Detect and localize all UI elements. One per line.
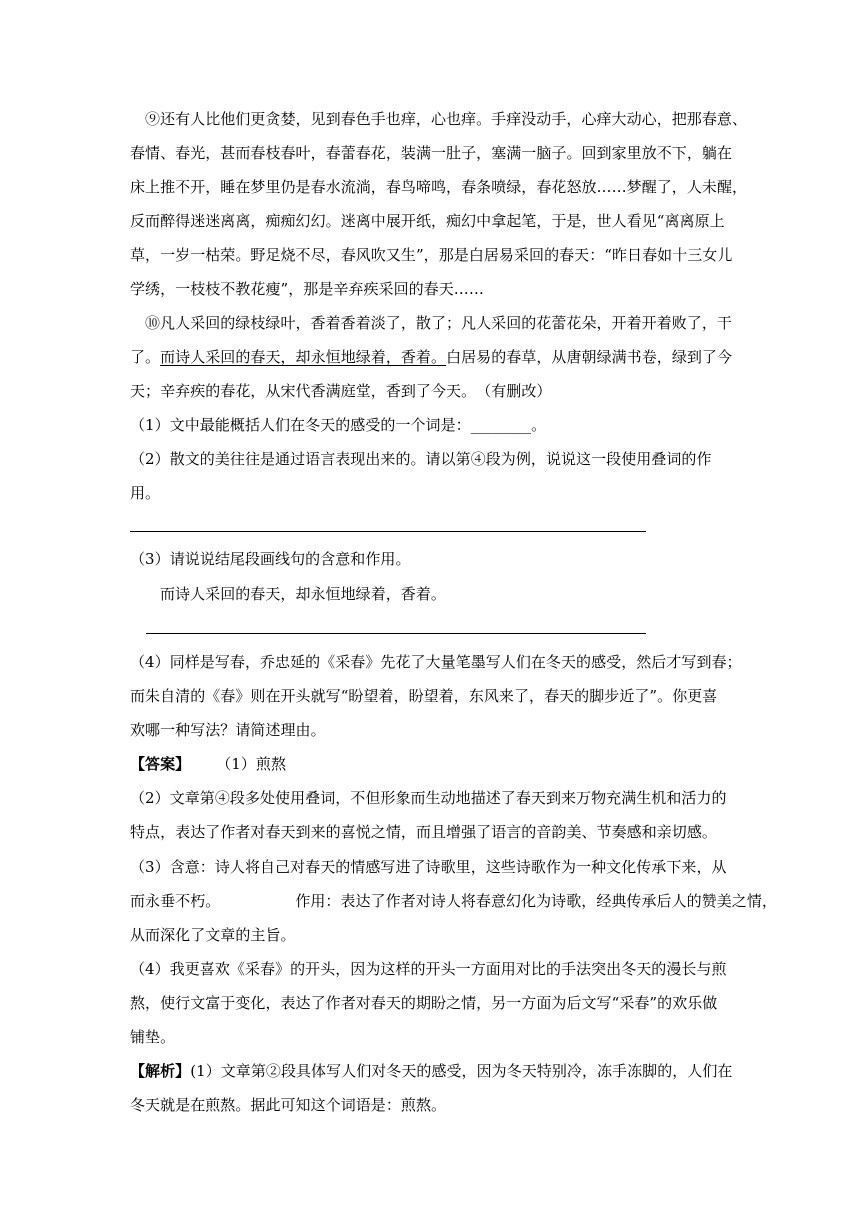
answer-2-line-1: （2）文章第④段多处使用叠词，不但形象而生动地描述了春天到来万物充满生机和活力的 bbox=[130, 789, 727, 807]
question-3: （3）请说说结尾段画线句的含意和作用。 bbox=[130, 550, 411, 568]
question-4-line-1: （4）同样是写春，乔忠延的《采春》先花了大量笔墨写人们在冬天的感受，然后才写到春； bbox=[130, 653, 742, 671]
answer-3-line-3: 从而深化了文章的主旨。 bbox=[130, 926, 296, 944]
analysis-line-1 bbox=[130, 1061, 732, 1083]
answer-line-1 bbox=[130, 754, 286, 776]
answer-3-line-2 bbox=[130, 891, 777, 913]
passage-p10-line-3: 天；辛弃疾的春花，从宋代香满庭堂，香到了今天。 （有删改） bbox=[130, 382, 552, 400]
answer-2-line-2: 特点，表达了作者对春天到来的喜悦之情，而且增强了语言的音韵美、节奏感和亲切感。 bbox=[130, 823, 717, 841]
passage-p9-line-1: ⑨还有人比他们更贪婪，见到春色手也痒，心也痒。手痒没动手，心痒大动心，把那春意、 bbox=[145, 110, 748, 128]
answer-4-line-2: 熬，使行文富于变化，表达了作者对春天的期盼之情，另一方面为后文写“采春”的欢乐做 bbox=[130, 994, 718, 1012]
passage-p10-line-1: ⑩凡人采回的绿枝绿叶，香着香着淡了，散了；凡人采回的花蕾花朵，开着开着败了，干 bbox=[145, 314, 732, 332]
passage-p10-line-2 bbox=[130, 347, 732, 369]
answer-4-line-3: 铺垫。 bbox=[130, 1028, 176, 1046]
passage-p10-text: 了。 bbox=[130, 348, 161, 366]
question-4-line-3: 欢哪一种写法？请简述理由。 bbox=[130, 721, 326, 739]
question-2-line-1: （2）散文的美往往是通过语言表现出来的。请以第④段为例，说说这一段使用叠词的作 bbox=[130, 450, 712, 468]
question-4-line-2: 而朱自清的《春》则在开头就写“盼望着，盼望着，东风来了，春天的脚步近了”。你更喜 bbox=[130, 687, 718, 705]
question-2-line-2: 用。 bbox=[130, 484, 161, 502]
analysis-line-2: 冬天就是在煎熬。据此可知这个词语是：煎熬。 bbox=[130, 1096, 447, 1114]
analysis-label: 【解析】 bbox=[130, 1062, 191, 1080]
analysis-text: (1）文章第②段具体写人们对冬天的感受，因为冬天特别冷，冻手冻脚的，人们在 bbox=[190, 1062, 733, 1080]
answer-blank-line bbox=[146, 633, 646, 634]
answer-3-meaning-end: 而永垂不朽。 bbox=[130, 892, 221, 910]
underlined-sentence: 而诗人采回的春天，却永恒地绿着，香着。 bbox=[160, 348, 447, 366]
answer-4-line-1: （4）我更喜欢《采春》的开头，因为这样的开头一方面用对比的手法突出冬天的漫长与煎 bbox=[130, 960, 727, 978]
passage-p10-text: 白居易的春草，从唐朝绿满书卷，绿到了今 bbox=[446, 348, 733, 366]
answer-1: （1）煎熬 bbox=[216, 755, 286, 773]
passage-p9-line-5: 草，一岁一枯荣。野足烧不尽，春风吹又生”，那是白居易采回的春天：“昨日春如十三女儿 bbox=[130, 246, 733, 264]
passage-p9-line-4: 反而醉得迷迷离离，痴痴幻幻。迷离中展开纸，痴幻中拿起笔，于是，世人看见“离离原上 bbox=[130, 212, 725, 230]
question-3-quote: 而诗人采回的春天，却永恒地绿着，香着。 bbox=[160, 585, 446, 603]
passage-p9-line-2: 春情、春光，甚而春枝春叶，春蕾春花，装满一肚子，塞满一脑子。回到家里放不下，躺在 bbox=[130, 144, 733, 162]
answer-3-function: 作用：表达了作者对诗人将春意幻化为诗歌，经典传承后人的赞美之情， bbox=[295, 892, 777, 910]
answer-3-line-1: （3）含意：诗人将自己对春天的情感写进了诗歌里，这些诗歌作为一种文化传承下来，从 bbox=[130, 858, 727, 876]
answer-label: 【答案】 bbox=[130, 755, 191, 773]
question-1: （1）文中最能概括人们在冬天的感受的一个词是：________。 bbox=[130, 416, 547, 434]
passage-p9-line-3: 床上推不开，睡在梦里仍是春水流淌，春鸟啼鸣，春条喷绿，春花怒放……梦醒了，人未醒， bbox=[130, 178, 748, 196]
answer-blank-line bbox=[130, 531, 646, 532]
passage-p9-line-6: 学绣，一枝枝不教花瘦”，那是辛弃疾采回的春天…… bbox=[130, 280, 484, 298]
